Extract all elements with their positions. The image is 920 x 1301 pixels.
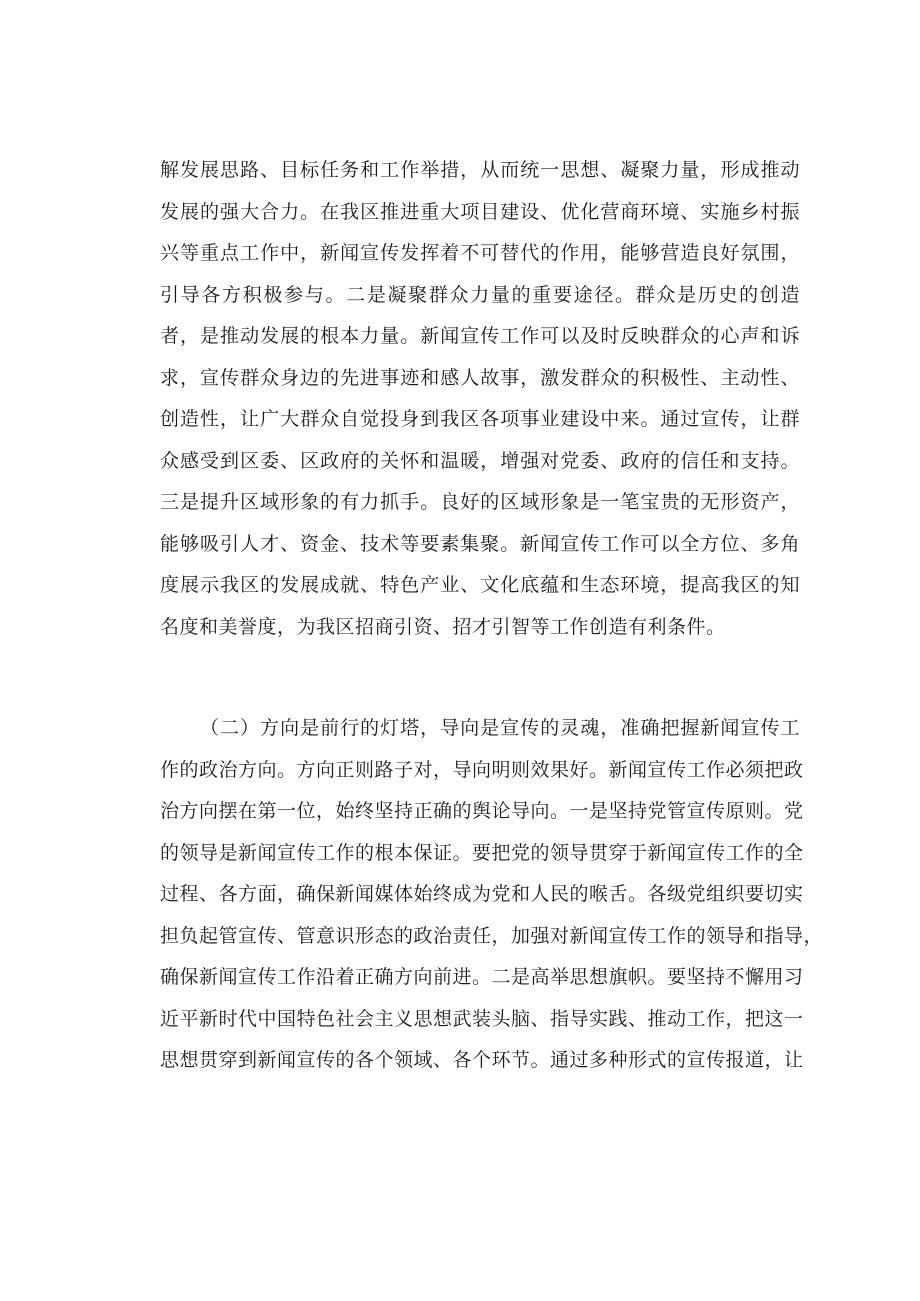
paragraph-line: 三是提升区域形象的有力抓手。良好的区域形象是一笔宝贵的无形资产，: [160, 491, 800, 513]
paragraph-2: [160, 708, 824, 1082]
paragraph-line: 引导各方积极参与。二是凝聚群众力量的重要途径。群众是历史的创造: [160, 283, 800, 306]
paragraph-line: 能够吸引人才、资金、技术等要素集聚。新闻宣传工作可以全方位、多角: [160, 532, 800, 555]
paragraph-line: 度展示我区的发展成就、特色产业、文化底蕴和生态环境，提高我区的知: [160, 574, 800, 596]
paragraph-line: 兴等重点工作中，新闻宣传发挥着不可替代的作用，能够营造良好氛围，: [160, 242, 800, 264]
paragraph-line: 解发展思路、目标任务和工作举措，从而统一思想、凝聚力量，形成推动: [160, 159, 800, 181]
paragraph-line: 发展的强大合力。在我区推进重大项目建设、优化营商环境、实施乡村振: [160, 200, 800, 223]
paragraph-line: 担负起管宣传、管意识形态的政治责任，加强对新闻宣传工作的领导和指导，: [160, 924, 824, 947]
paragraph-line: 的领导是新闻宣传工作的根本保证。要把党的领导贯穿于新闻宣传工作的全: [160, 841, 804, 864]
paragraph-line: 治方向摆在第一位，始终坚持正确的舆论导向。一是坚持党管宣传原则。党: [160, 800, 804, 822]
paragraph-line: 求，宣传群众身边的先进事迹和感人故事，激发群众的积极性、主动性、: [160, 366, 800, 389]
paragraph-line: 者，是推动发展的根本力量。新闻宣传工作可以及时反映群众的心声和诉: [160, 325, 800, 347]
paragraph-line: 作的政治方向。方向正则路子对，导向明则效果好。新闻宣传工作必须把政: [160, 758, 804, 781]
paragraph-line: 创造性，让广大群众自觉投身到我区各项事业建设中来。通过宣传，让群: [160, 408, 800, 430]
paragraph-line: 思想贯穿到新闻宣传的各个领域、各个环节。通过多种形式的宣传报道，让: [160, 1049, 804, 1071]
paragraph-line: 众感受到区委、区政府的关怀和温暖，增强对党委、政府的信任和支持。: [160, 449, 800, 472]
paragraph-line: （二）方向是前行的灯塔，导向是宣传的灵魂，准确把握新闻宣传工: [200, 717, 800, 739]
paragraph-line: 近平新时代中国特色社会主义思想武装头脑、指导实践、推动工作，把这一: [160, 1007, 804, 1030]
paragraph-line: 确保新闻宣传工作沿着正确方向前进。二是高举思想旗帜。要坚持不懈用习: [160, 966, 804, 988]
paragraph-line: 名度和美誉度，为我区招商引资、招才引智等工作创造有利条件。: [160, 615, 726, 638]
paragraph-1: [160, 150, 800, 648]
paragraph-line: 过程、各方面，确保新闻媒体始终成为党和人民的喉舌。各级党组织要切实: [160, 883, 804, 905]
